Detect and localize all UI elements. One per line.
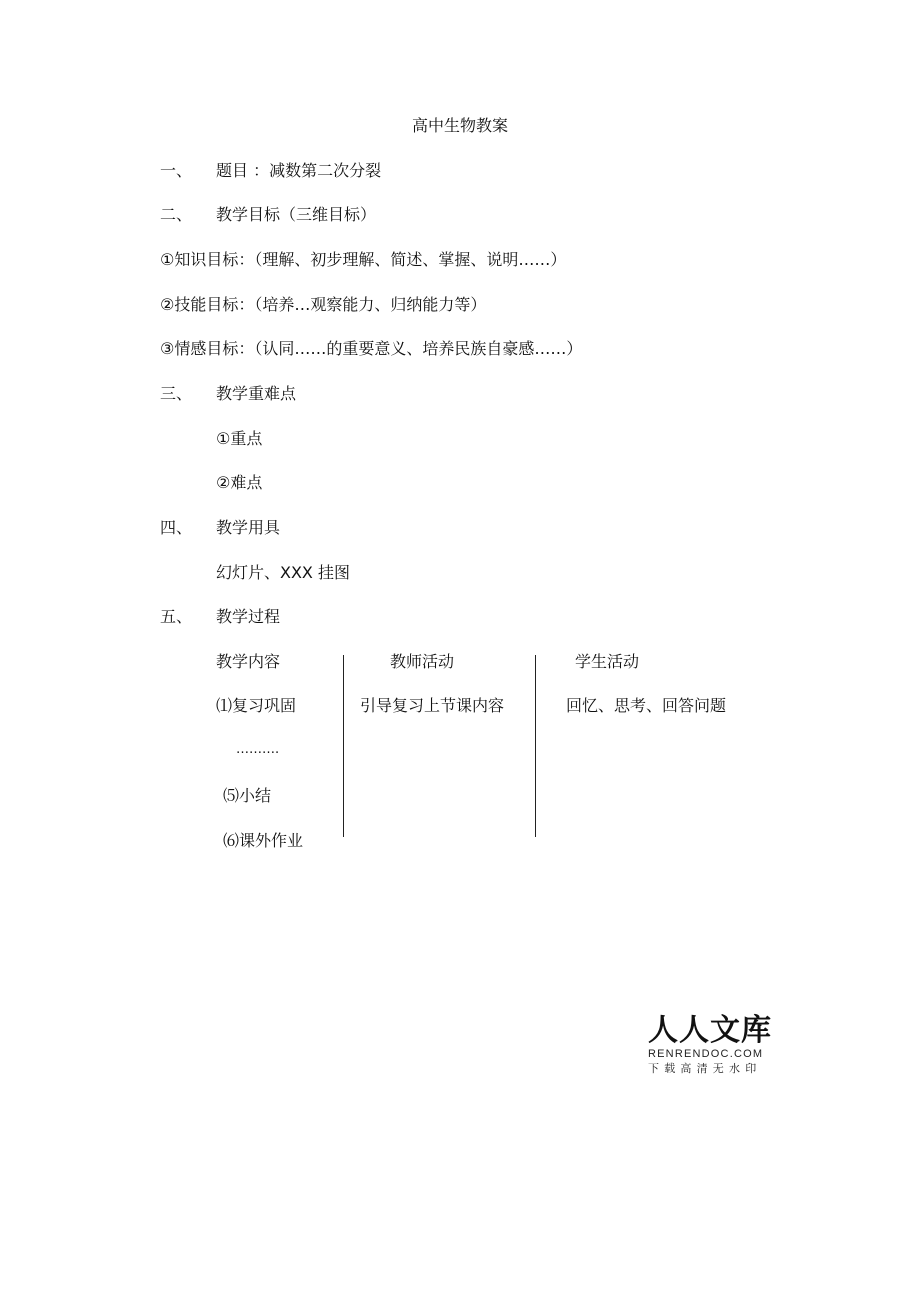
section-1-number: 一、 [160, 161, 193, 180]
watermark-tagline: 下载高清无水印 [648, 1062, 762, 1075]
student-activity: 回忆、思考、回答问题 [566, 696, 727, 715]
section-3-number: 三、 [160, 384, 193, 403]
section-4-heading: 教学用具 [216, 518, 281, 537]
content-item-ellipsis: ………. [236, 742, 280, 757]
teacher-activity: 引导复习上节课内容 [360, 696, 505, 715]
section-1-topic: 题目 ：减数第二次分裂 [216, 161, 382, 180]
content-item-review: ⑴复习巩固 [216, 696, 297, 715]
section-5-heading: 教学过程 [216, 607, 281, 626]
knowledge-goal: ①知识目标：（理解、初步理解、简述、掌握、说明……） [160, 250, 567, 269]
column-divider-2 [535, 655, 536, 837]
column-divider-1 [343, 655, 344, 837]
teaching-tools: 幻灯片、XXX 挂图 [216, 563, 350, 582]
column-header-student: 学生活动 [575, 652, 640, 671]
section-3-heading: 教学重难点 [216, 384, 297, 403]
emotion-goal: ③情感目标：（认同……的重要意义、培养民族自豪感……） [160, 339, 583, 358]
section-5-number: 五、 [160, 607, 193, 626]
column-header-content: 教学内容 [216, 652, 281, 671]
column-header-teacher: 教师活动 [390, 652, 455, 671]
content-item-homework: ⑹课外作业 [223, 831, 304, 850]
document-title: 高中生物教案 [411, 116, 508, 135]
skill-goal: ②技能目标：（培养…观察能力、归纳能力等） [160, 295, 487, 314]
watermark-url: RENRENDOC.COM [648, 1048, 764, 1060]
key-point: ①重点 [216, 429, 263, 448]
section-2-number: 二、 [160, 205, 193, 224]
section-2-heading: 教学目标（三维目标） [216, 205, 377, 224]
section-4-number: 四、 [160, 518, 193, 537]
content-item-summary: ⑸小结 [223, 786, 272, 805]
watermark-brand: 人人文库 [648, 1013, 772, 1048]
difficult-point: ②难点 [216, 473, 263, 492]
